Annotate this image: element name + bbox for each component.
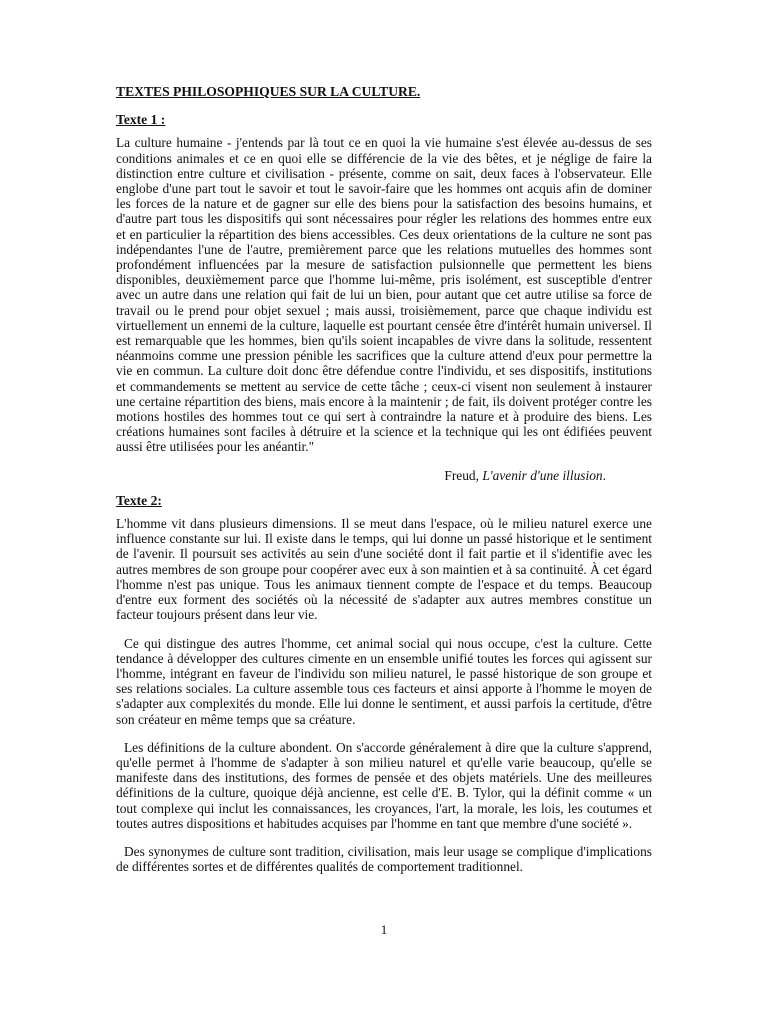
texte2-paragraph-3: Les définitions de la culture abondent. On s'accorde généralement à dire que la culture s'apprend, qu'elle permet à l'homme de s'adapter à son milieu naturel et qu'elle varie beaucoup, qu'elle se manifeste dans des institutions, des formes de pensée et des objets matériels. Une des meilleures définitions de la culture, quoique déjà ancienne, est celle d'E. B. Tylor, qui la définit comme « un tout complexe qui inclut les connaissances, les croyances, l'art, la morale, les lois, les coutumes et toutes autres dispositions et habitudes acquises par l'homme en tant que membre d'une société ». xyxy=(116,739,652,831)
texte2-paragraph-2: Ce qui distingue des autres l'homme, cet animal social qui nous occupe, c'est la culture. Cette tendance à développer des cultures cimente en un ensemble unifié toutes les forces qui agissent sur l'homme, intégrant en faveur de l'individu son milieu naturel, le passé historique de son groupe et ses relations sociales. La culture assemble tous ces facteurs et ainsi apporte à l'homme le moyen de s'adapter aux complexités du monde. Elle lui donne le sentiment, et aussi parfois la certitude, d'être son créateur en même temps que sa créature. xyxy=(116,635,652,727)
page-number: 1 xyxy=(380,922,388,937)
texte1-author: Freud, xyxy=(444,467,479,483)
texte2-paragraph-1: L'homme vit dans plusieurs dimensions. Il se meut dans l'espace, où le milieu naturel exerce une influence constante sur lui. Il existe dans le temps, qui lui donne un passé historique et le sentiment de l'avenir. Il poursuit ses activités au sein d'une société dont il fait partie et il s'identifie avec les autres membres de son groupe pour coopérer avec eux à son maintien et à sa continuité. À cet égard l'homme n'est pas unique. Tous les animaux tiennent compte de l'espace et du temps. Beaucoup d'entre eux forment des sociétés où la nécessité de s'adapter aux autres membres constitue un facteur toujours présent dans leur vie. xyxy=(116,516,652,623)
texte2-paragraph-4: Des synonymes de culture sont tradition, civilisation, mais leur usage se complique d'implications de différentes sortes et de différentes qualités de comportement traditionnel. xyxy=(116,843,652,875)
document-page xyxy=(116,84,652,887)
texte2-heading: Texte 2: xyxy=(116,492,162,508)
texte1-attribution xyxy=(116,468,606,483)
texte1-paragraph: La culture humaine - j'entends par là tout ce en quoi la vie humaine s'est élevée au-dessus de ses conditions animales et ce en quoi elle se différencie de la vie des bêtes, et je néglige de faire la distinction entre culture et civilisation - présente, comme on sait, deux faces à l'observateur. Elle englobe d'une part tout le savoir et tout le savoir-faire que les hommes ont acquis afin de dominer les forces de la nature et de gagner sur elle des biens pour la satisfaction des besoins humains, et d'autre part tous les dispositifs qui sont nécessaires pour régler les relations des hommes entre eux et en particulier la répartition des biens accessibles. Ces deux orientations de la culture ne sont pas indépendantes l'une de l'autre, premièrement parce que les relations mutuelles des hommes sont profondément influencées par la mesure de satisfaction pulsionnelle que permettent les biens disponibles, deuxièmement parce que l'homme lui-même, pris isolément, est susceptible d'entrer avec un autre dans une relation qui fait de lui un bien, pour autant que cet autre utilise sa force de travail ou le prend pour objet sexuel ; mais aussi, troisièmement, parce que chaque individu est virtuellement un ennemi de la culture, laquelle est pourtant censée être d'intérêt humain universel. Il est remarquable que les hommes, bien qu'ils soient incapables de vivre dans la solitude, ressentent néanmoins comme une pression pénible les sacrifices que la culture attend d'eux pour permettre la vie en commun. La culture doit donc être défendue contre l'individu, et ses dispositifs, institutions et commandements se mettent au service de cette tâche ; ceux-ci visent non seulement à instaurer une certaine répartition des biens, mais encore à la maintenir ; de fait, ils doivent protéger contre les motions hostiles des hommes tout ce qui sert à contraindre la nature et à produire des biens. Les créations humaines sont faciles à détruire et la science et la technique qui les ont édifiées peuvent aussi être utilisées pour les anéantir." xyxy=(116,135,652,455)
document-title: TEXTES PHILOSOPHIQUES SUR LA CULTURE. xyxy=(116,84,421,99)
texte1-work-end: . xyxy=(602,467,606,483)
texte1-heading: Texte 1 : xyxy=(116,112,166,128)
texte1-work-title: L'avenir d'une illusion xyxy=(482,467,603,483)
